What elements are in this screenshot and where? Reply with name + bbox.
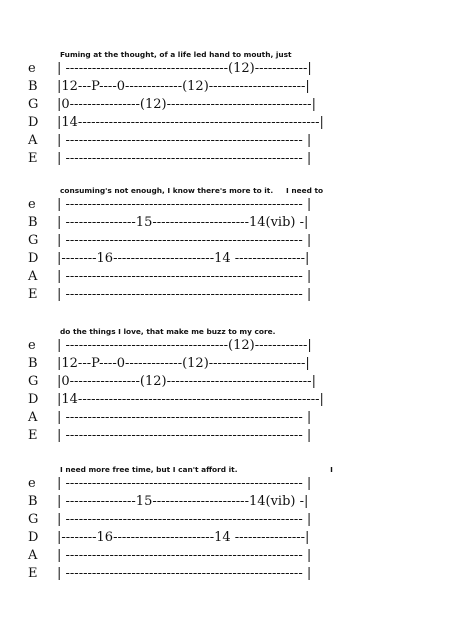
lyric-line: consuming's not enough, I know there's more to it. I need to xyxy=(60,186,324,195)
string-name: E xyxy=(28,566,38,581)
string-tab: | -------------------------------------(12)------------| xyxy=(57,61,312,76)
tab-line-E xyxy=(0,150,452,168)
string-name: D xyxy=(28,530,39,545)
string-tab: |14-------------------------------------------------------| xyxy=(57,115,324,130)
string-tab: | ------------------------------------------------------ | xyxy=(57,566,312,581)
tab-line-E xyxy=(0,286,452,304)
string-name: E xyxy=(28,428,38,443)
string-tab: | ------------------------------------------------------ | xyxy=(57,428,312,443)
tab-line-A xyxy=(0,132,452,150)
string-tab: | ------------------------------------------------------ | xyxy=(57,133,312,148)
tab-line-e xyxy=(0,475,452,493)
tab-line-G xyxy=(0,232,452,250)
string-name: G xyxy=(28,374,39,389)
string-name: D xyxy=(28,251,39,266)
string-name: A xyxy=(28,410,38,425)
string-name: e xyxy=(28,61,36,76)
tab-line-e xyxy=(0,196,452,214)
string-tab: | ------------------------------------------------------ | xyxy=(57,410,312,425)
string-tab: | ------------------------------------------------------ | xyxy=(57,476,312,491)
string-name: E xyxy=(28,287,38,302)
string-tab: | -------------------------------------(12)------------| xyxy=(57,338,312,353)
string-tab: |14-------------------------------------------------------| xyxy=(57,392,324,407)
string-tab: |0----------------(12)---------------------------------| xyxy=(57,374,316,389)
string-tab: |--------16-----------------------14 ----------------| xyxy=(57,530,310,545)
string-name: e xyxy=(28,338,36,353)
tab-line-B xyxy=(0,214,452,232)
tab-line-E xyxy=(0,565,452,583)
string-tab: |12---P----0-------------(12)----------------------| xyxy=(57,79,310,94)
string-tab: | ------------------------------------------------------ | xyxy=(57,512,312,527)
string-name: B xyxy=(28,356,38,371)
string-name: A xyxy=(28,133,38,148)
string-name: e xyxy=(28,476,36,491)
string-tab: |--------16-----------------------14 ----------------| xyxy=(57,251,310,266)
tab-line-G xyxy=(0,511,452,529)
string-tab: | ------------------------------------------------------ | xyxy=(57,548,312,563)
lyric-line: do the things I love, that make me buzz to my core. xyxy=(60,327,276,336)
string-tab: | ------------------------------------------------------ | xyxy=(57,287,312,302)
string-tab: |12---P----0-------------(12)----------------------| xyxy=(57,356,310,371)
tab-line-e xyxy=(0,60,452,78)
tab-line-B xyxy=(0,78,452,96)
string-name: D xyxy=(28,392,39,407)
tab-line-D xyxy=(0,529,452,547)
string-tab: | ------------------------------------------------------ | xyxy=(57,233,312,248)
tab-line-D xyxy=(0,391,452,409)
string-name: D xyxy=(28,115,39,130)
string-name: A xyxy=(28,269,38,284)
string-name: E xyxy=(28,151,38,166)
tab-line-D xyxy=(0,114,452,132)
tab-line-e xyxy=(0,337,452,355)
tab-line-A xyxy=(0,409,452,427)
string-tab: | ------------------------------------------------------ | xyxy=(57,197,312,212)
tab-line-A xyxy=(0,268,452,286)
tab-line-G xyxy=(0,373,452,391)
string-name: B xyxy=(28,494,38,509)
string-tab: | ----------------15----------------------14(vib) -| xyxy=(57,215,309,230)
string-tab: | ------------------------------------------------------ | xyxy=(57,269,312,284)
tab-line-G xyxy=(0,96,452,114)
string-tab: | ----------------15----------------------14(vib) -| xyxy=(57,494,309,509)
tab-line-B xyxy=(0,493,452,511)
tab-line-D xyxy=(0,250,452,268)
string-name: B xyxy=(28,79,38,94)
tab-line-B xyxy=(0,355,452,373)
string-name: A xyxy=(28,548,38,563)
tab-line-E xyxy=(0,427,452,445)
lyric-line: I need more free time, but I can't afford it. I xyxy=(60,465,333,474)
string-name: B xyxy=(28,215,38,230)
string-name: G xyxy=(28,512,39,527)
string-name: G xyxy=(28,233,39,248)
tab-line-A xyxy=(0,547,452,565)
string-name: G xyxy=(28,97,39,112)
string-tab: | ------------------------------------------------------ | xyxy=(57,151,312,166)
string-name: e xyxy=(28,197,36,212)
lyric-line: Fuming at the thought, of a life led hand to mouth, just xyxy=(60,50,292,59)
string-tab: |0----------------(12)---------------------------------| xyxy=(57,97,316,112)
